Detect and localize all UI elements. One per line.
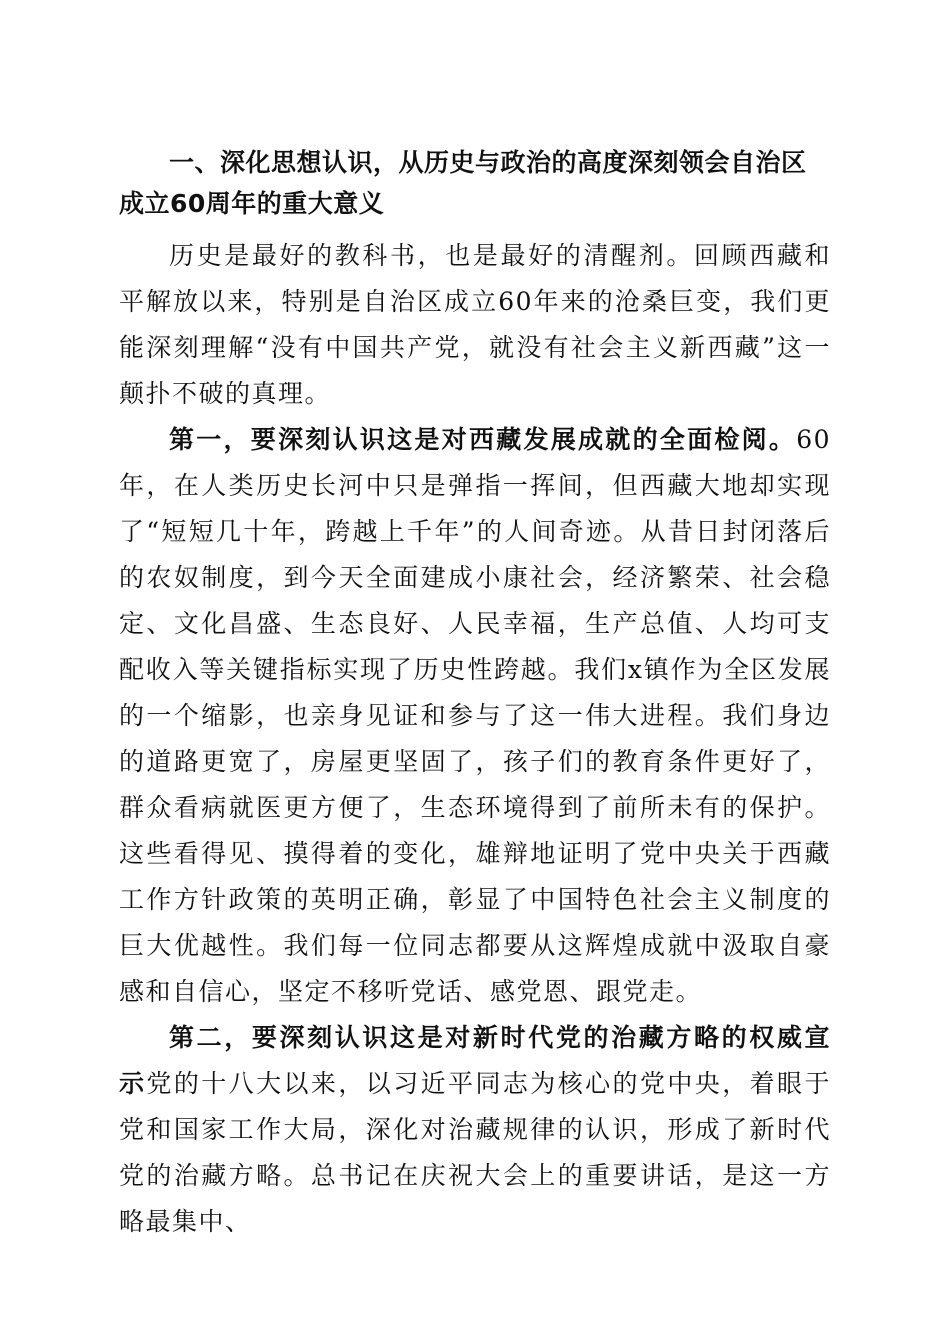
- section-heading: [119, 142, 831, 224]
- paragraph-second-point-text: 党的十八大以来，以习近平同志为核心的党中央，着眼于党和国家工作大局，深化对治藏规律的认识，形成了新时代党的治藏方略。总书记在庆祝大会上的重要讲话，是这一方略最集中、: [119, 1069, 831, 1236]
- paragraph-second-point-lead: 第二，要深刻认识这是对新时代党的治藏方略的权威宣示: [119, 1023, 831, 1098]
- section-heading-line-2: 成立60周年的重大意义: [119, 189, 385, 218]
- paragraph-intro-text: 历史是最好的教科书，也是最好的清醒剂。回顾西藏和平解放以来，特别是自治区成立60年来的沧桑巨变，我们更能深刻理解“没有中国共产党，就没有社会主义新西藏”这一颠扑不破的真理。: [119, 241, 831, 408]
- paragraph-first-point: [119, 417, 831, 1015]
- paragraph-first-point-lead: 第一，要深刻认识这是对西藏发展成就的全面检阅。: [169, 425, 797, 454]
- paragraph-second-point: [119, 1015, 831, 1245]
- paragraph-first-point-text: 60年，在人类历史长河中只是弹指一挥间，但西藏大地却实现了“短短几十年，跨越上千年”的人间奇迹。从昔日封闭落后的农奴制度，到今天全面建成小康社会，经济繁荣、社会稳定、文化昌盛、生态良好、人民幸福，生产总值、人均可支配收入等关键指标实现了历史性跨越。我们x镇作为全区发展的一个缩影，也亲身见证和参与了这一伟大进程。我们身边的道路更宽了，房屋更坚固了，孩子们的教育条件更好了，群众看病就医更方便了，生态环境得到了前所未有的保护。这些看得见、摸得着的变化，雄辩地证明了党中央关于西藏工作方针政策的英明正确，彰显了中国特色社会主义制度的巨大优越性。我们每一位同志都要从这辉煌成就中汲取自豪感和自信心，坚定不移听党话、感党恩、跟党走。: [119, 425, 831, 1006]
- paragraph-intro: [119, 233, 831, 417]
- section-heading-line-1: 一、深化思想认识，从历史与政治的高度深刻领会自治区: [169, 148, 807, 177]
- document-body: [119, 142, 831, 1245]
